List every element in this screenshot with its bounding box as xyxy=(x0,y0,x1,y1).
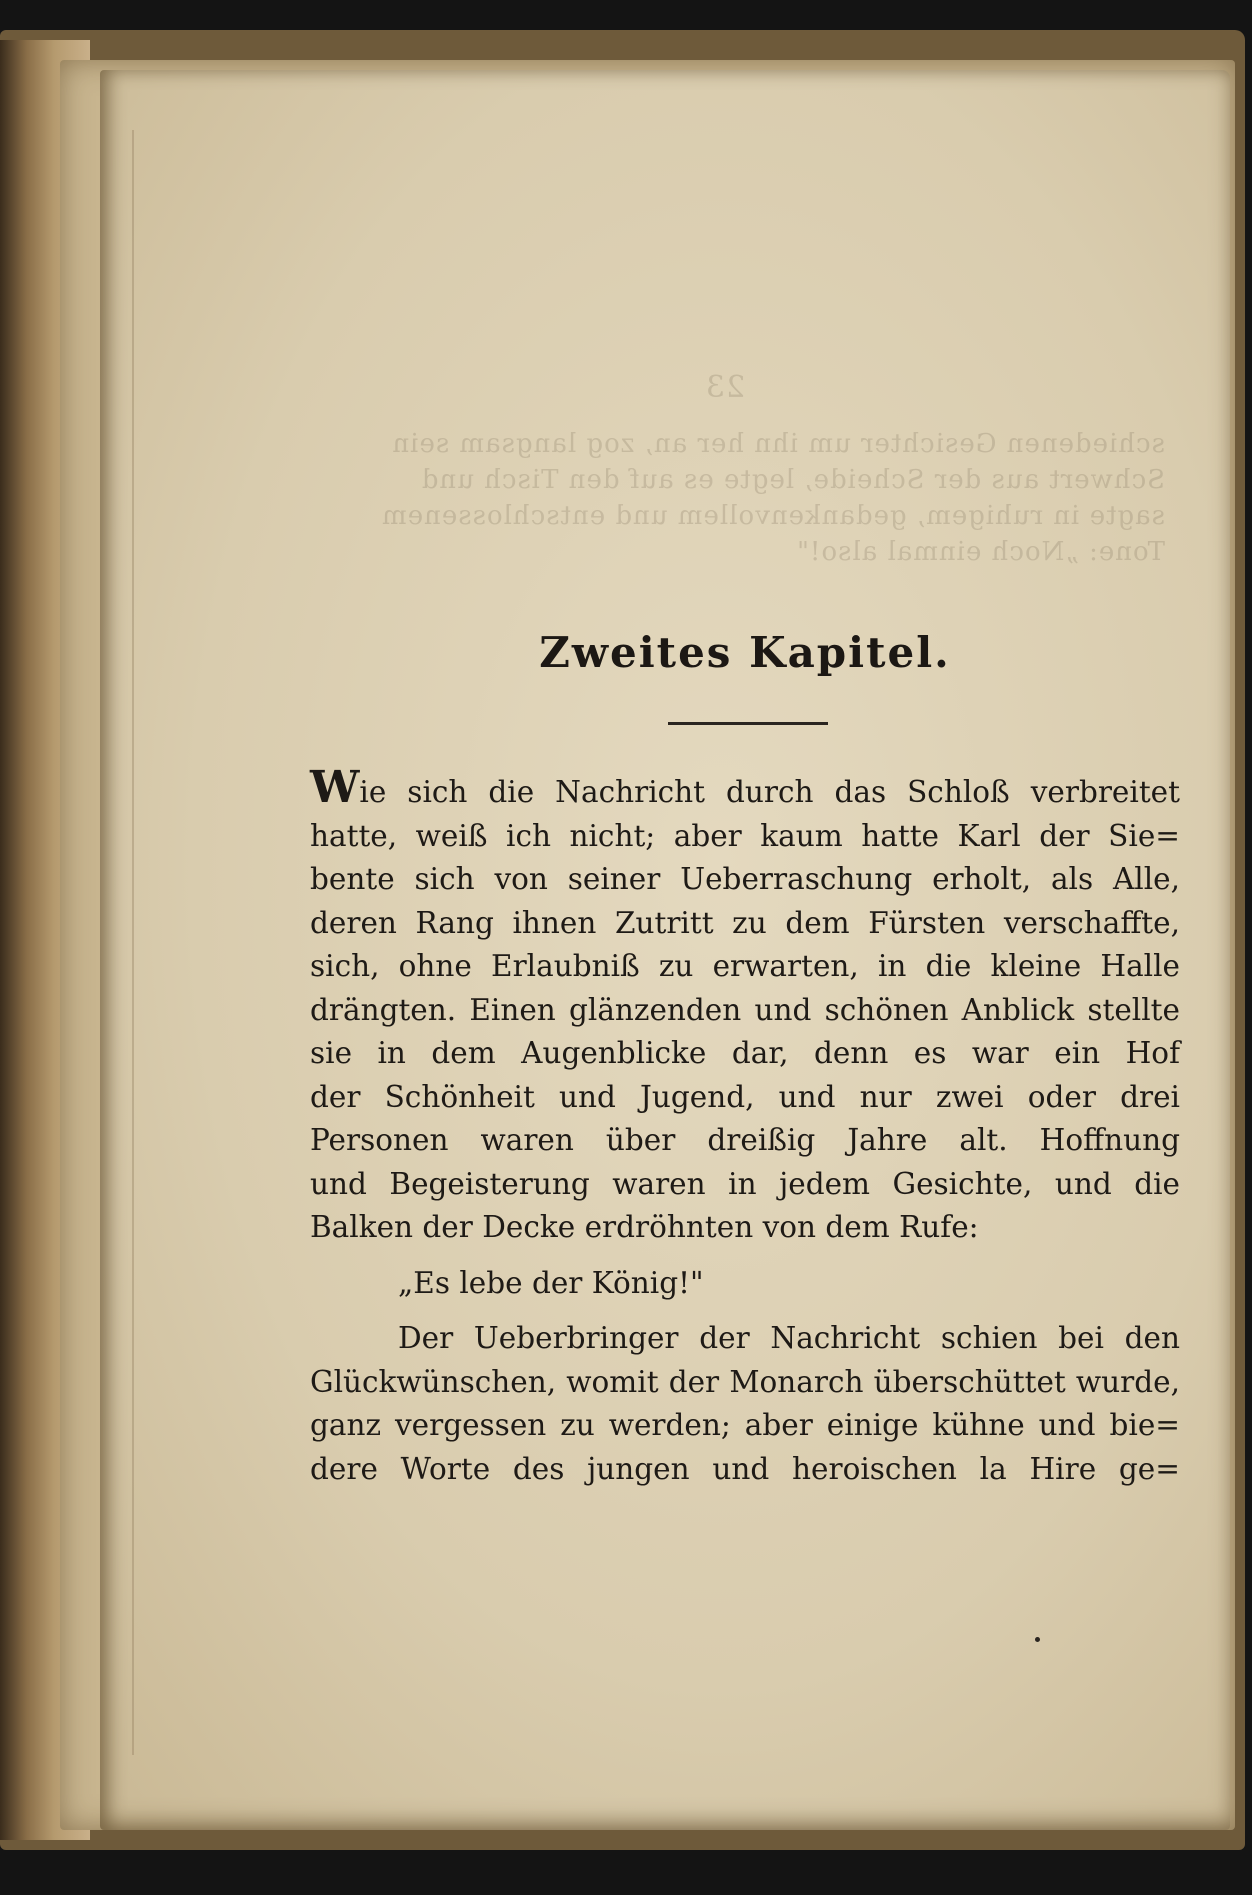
text-line: Personen waren über dreißig Jahre alt. Hoffnung xyxy=(310,1123,1180,1157)
chapter-title: Zweites Kapitel. xyxy=(539,628,951,677)
drop-cap: W xyxy=(310,762,360,813)
exclamation-line: „Es lebe der König!" xyxy=(398,1265,704,1300)
paragraph-1 xyxy=(310,762,1180,1250)
text-line: dere Worte des jungen und heroischen la Hire ge= xyxy=(310,1451,1180,1486)
text-line: Glückwünschen, womit der Monarch überschüttet wurde, xyxy=(310,1364,1180,1399)
text-line: deren Rang ihnen Zutritt zu dem Fürsten verschaffte, xyxy=(310,905,1180,940)
bleed-line: Schwert aus der Scheide, legte es auf den Tisch und xyxy=(420,465,1165,495)
text-line: Balken der Decke erdröhnten von dem Rufe: xyxy=(310,1210,979,1244)
bleed-through-text xyxy=(285,370,1165,570)
text-line: bente sich von seiner Ueberraschung erholt, als Alle, xyxy=(310,862,1180,896)
body-text xyxy=(310,762,1180,1491)
text-line: und Begeisterung waren in jedem Gesichte, und die xyxy=(310,1166,1180,1201)
text-line-content: ie sich die Nachricht durch das Schloß verbreitet xyxy=(359,775,1180,809)
paragraph-2 xyxy=(310,1317,1180,1491)
text-line: hatte, weiß ich nicht; aber kaum hatte Karl der Sie= xyxy=(310,818,1180,853)
bleed-page-number: 23 xyxy=(704,370,746,405)
bleed-line: schiedenen Gesichter um ihn her an, zog langsam sein xyxy=(391,429,1165,459)
page-speck xyxy=(1035,1637,1040,1642)
text-line: Der Ueberbringer der Nachricht schien bei den xyxy=(398,1321,1180,1355)
text-line: sich, ohne Erlaubniß zu erwarten, in die kleine Halle xyxy=(310,949,1180,983)
text-line: drängten. Einen glänzenden und schönen Anblick stellte xyxy=(310,992,1180,1027)
title-rule xyxy=(668,722,828,725)
text-line: sie in dem Augenblicke dar, denn es war ein Hof xyxy=(310,1036,1180,1070)
text-line: ganz vergessen zu werden; aber einige kühne und bie= xyxy=(310,1408,1180,1442)
text-line: der Schönheit und Jugend, und nur zwei oder drei xyxy=(310,1079,1180,1114)
bleed-line: Tone: „Noch einmal also!" xyxy=(796,537,1165,567)
text-line xyxy=(310,762,1180,815)
bleed-line: sagte in ruhigem, gedankenvollem und entschlossenem xyxy=(381,501,1165,531)
